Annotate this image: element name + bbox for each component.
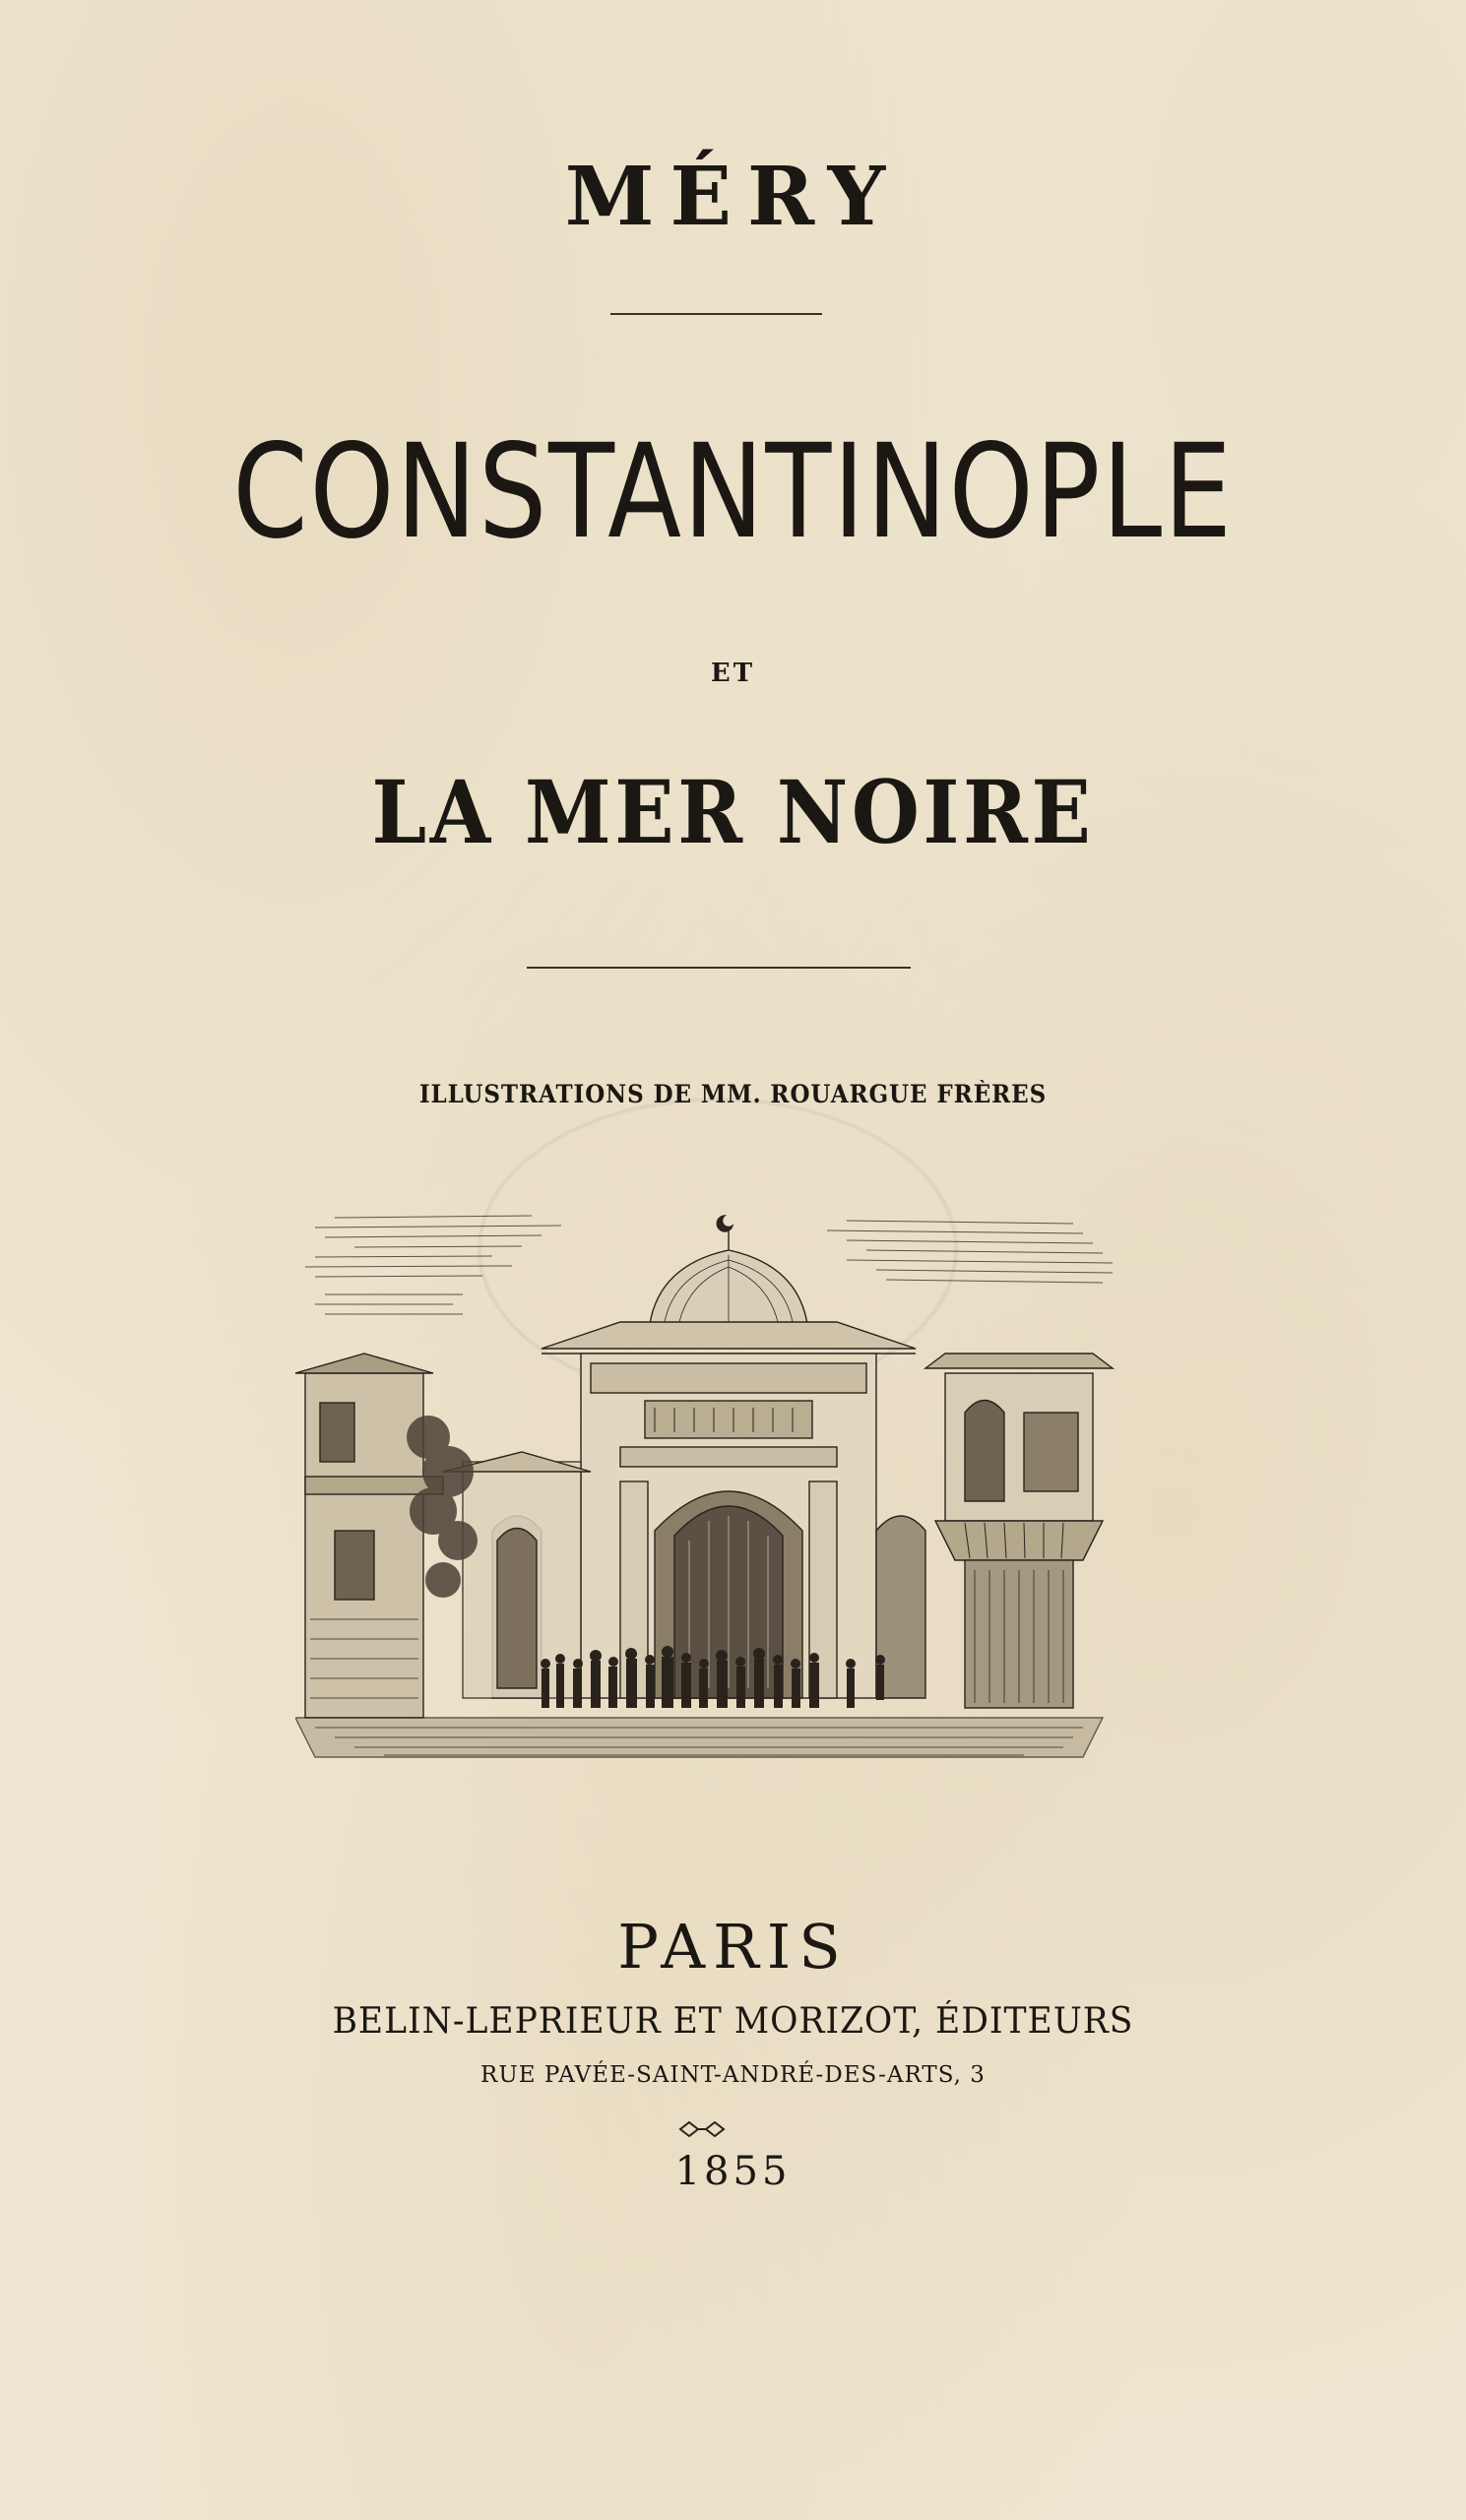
gate-engraving bbox=[295, 1206, 1122, 1777]
imprint-year: 1855 bbox=[674, 2149, 792, 2194]
ornament-icon bbox=[677, 2118, 727, 2140]
imprint-publisher: BELIN-LEPRIEUR ET MORIZOT, ÉDITEURS bbox=[332, 2001, 1134, 2042]
top-divider bbox=[610, 313, 822, 315]
book-subtitle: LA MER NOIRE bbox=[371, 761, 1095, 863]
author-name: MÉRY bbox=[564, 150, 902, 244]
title-conjunction: ET bbox=[710, 659, 756, 688]
illustrations-credit: ILLUSTRATIONS DE MM. ROUARGUE FRÈRES bbox=[418, 1080, 1048, 1108]
middle-divider bbox=[527, 967, 911, 969]
imprint-address: RUE PAVÉE-SAINT-ANDRÉ-DES-ARTS, 3 bbox=[480, 2062, 986, 2088]
imprint-city: PARIS bbox=[617, 1911, 849, 1983]
book-title: CONSTANTINOPLE bbox=[232, 416, 1234, 568]
